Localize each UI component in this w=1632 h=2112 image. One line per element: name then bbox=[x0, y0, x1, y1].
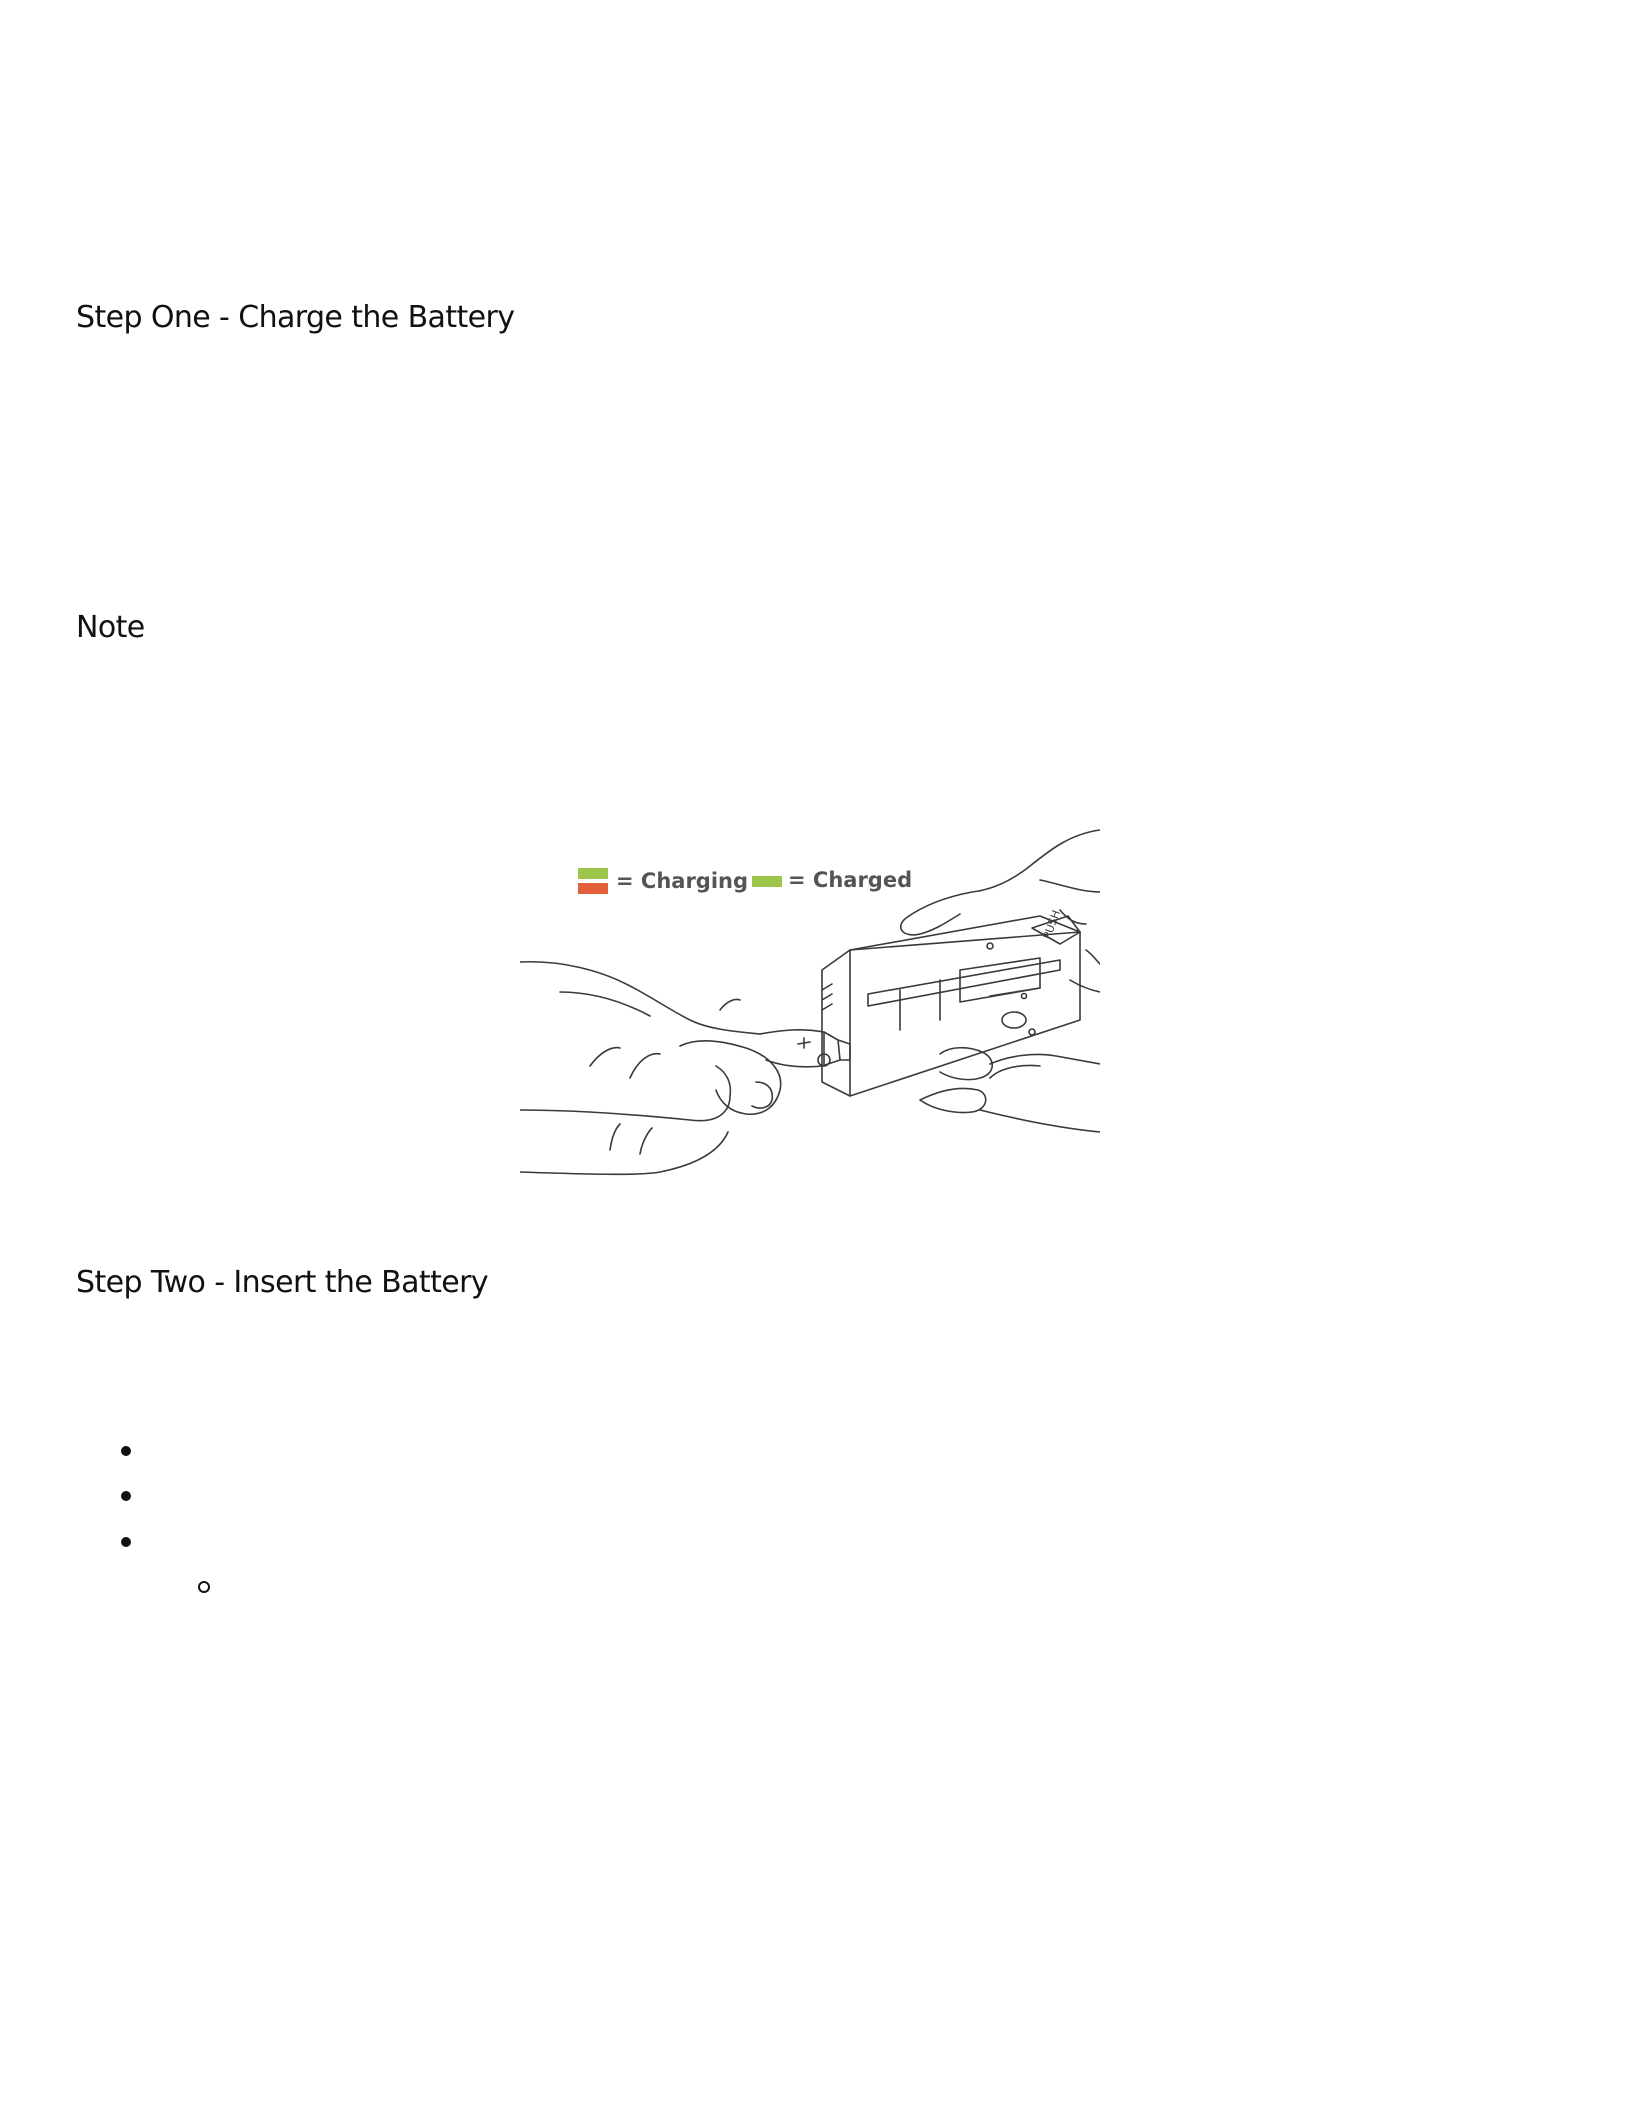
legend-charged-label: = Charged bbox=[788, 868, 913, 892]
usb-cable bbox=[760, 1030, 840, 1067]
push-label: PUSH bbox=[1040, 908, 1064, 942]
left-hand-outline bbox=[520, 962, 760, 1034]
step-one-heading: Step One - Charge the Battery bbox=[76, 300, 515, 335]
list-sub-bullet-1 bbox=[198, 1581, 210, 1593]
step-two-heading: Step Two - Insert the Battery bbox=[76, 1265, 488, 1300]
legend-charging-orange-swatch bbox=[578, 883, 608, 894]
legend-charging-label: = Charging bbox=[616, 869, 749, 893]
list-bullet-1 bbox=[121, 1446, 131, 1456]
battery-charging-illustration bbox=[520, 820, 1100, 1200]
list-bullet-3 bbox=[121, 1537, 131, 1547]
legend-charging-green-swatch bbox=[578, 868, 608, 879]
legend-charged-swatch bbox=[752, 876, 782, 887]
battery-pack bbox=[822, 916, 1080, 1096]
list-bullet-2 bbox=[121, 1491, 131, 1501]
note-heading: Note bbox=[76, 610, 145, 645]
